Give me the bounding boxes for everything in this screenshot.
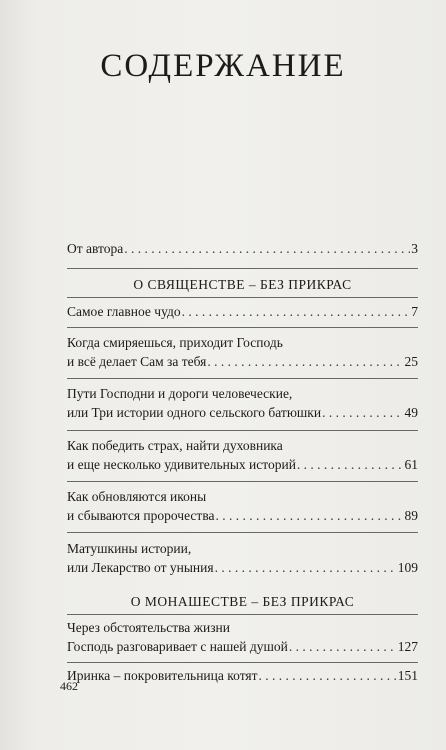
toc-page-number: 151 bbox=[397, 668, 418, 683]
toc-entry-title-line2: и сбываются пророчества bbox=[67, 508, 215, 523]
leader-dots bbox=[207, 352, 403, 371]
toc-entry-title: Когда смиряешься, приходит Господь bbox=[67, 335, 283, 350]
toc-page-number: 25 bbox=[404, 354, 418, 369]
leader-dots bbox=[124, 239, 410, 258]
toc-entry-title: Пути Господни и дороги человеческие, bbox=[67, 386, 293, 401]
toc-entry bbox=[67, 302, 418, 321]
leader-dots bbox=[215, 558, 397, 577]
leader-dots bbox=[322, 403, 403, 422]
toc-entry bbox=[67, 539, 418, 577]
toc-entry-title-line2: и всё делает Сам за тебя bbox=[67, 354, 207, 369]
toc-entry bbox=[67, 618, 418, 656]
divider bbox=[67, 327, 418, 328]
toc-entry-title: Как обновляются иконы bbox=[67, 489, 207, 504]
toc-page-number: 61 bbox=[404, 457, 418, 472]
divider bbox=[67, 614, 418, 615]
leader-dots bbox=[182, 302, 411, 321]
toc-entry bbox=[67, 436, 418, 474]
page-title: СОДЕРЖАНИЕ bbox=[100, 48, 346, 84]
divider bbox=[67, 430, 418, 431]
toc-entry-title: Самое главное чудо bbox=[67, 304, 181, 319]
toc-page-number: 49 bbox=[404, 405, 418, 420]
toc-entry-title: Через обстоятельства жизни bbox=[67, 620, 230, 635]
toc-entry-title-line2: Господь разговаривает с нашей душой bbox=[67, 639, 288, 654]
divider bbox=[67, 662, 418, 663]
section-heading: О СВЯЩЕНСТВЕ – БЕЗ ПРИКРАС bbox=[133, 277, 352, 292]
divider bbox=[67, 532, 418, 533]
toc-entry-title: Как победить страх, найти духовника bbox=[67, 438, 283, 453]
leader-dots bbox=[216, 506, 404, 525]
toc-entry-title: Матушкины истории, bbox=[67, 541, 192, 556]
divider bbox=[67, 378, 418, 379]
toc-entry-title: Иринка – покровительница котят bbox=[67, 668, 258, 683]
toc-entry-title: От автора bbox=[67, 241, 124, 256]
toc-page-number: 109 bbox=[397, 560, 418, 575]
divider bbox=[67, 268, 418, 269]
leader-dots bbox=[259, 666, 397, 685]
toc-page-number: 7 bbox=[411, 304, 418, 319]
toc-entry bbox=[67, 384, 418, 422]
toc-entry-title-line2: и еще несколько удивительных историй bbox=[67, 457, 296, 472]
toc-entry-foreword bbox=[67, 239, 418, 258]
section-heading: О МОНАШЕСТВЕ – БЕЗ ПРИКРАС bbox=[130, 594, 355, 609]
toc-page-number: 89 bbox=[404, 508, 418, 523]
toc-entry-title-line2: или Три истории одного сельского батюшки bbox=[67, 405, 322, 420]
leader-dots bbox=[297, 455, 404, 474]
toc-entry bbox=[67, 666, 418, 685]
divider bbox=[67, 297, 418, 298]
toc-page-number: 3 bbox=[411, 241, 418, 256]
leader-dots bbox=[289, 637, 397, 656]
toc-page-number: 127 bbox=[397, 639, 418, 654]
toc-entry-title-line2: или Лекарство от уныния bbox=[67, 560, 214, 575]
toc-entry bbox=[67, 487, 418, 525]
divider bbox=[67, 481, 418, 482]
page-number: 462 bbox=[60, 679, 78, 693]
toc-entry bbox=[67, 333, 418, 371]
